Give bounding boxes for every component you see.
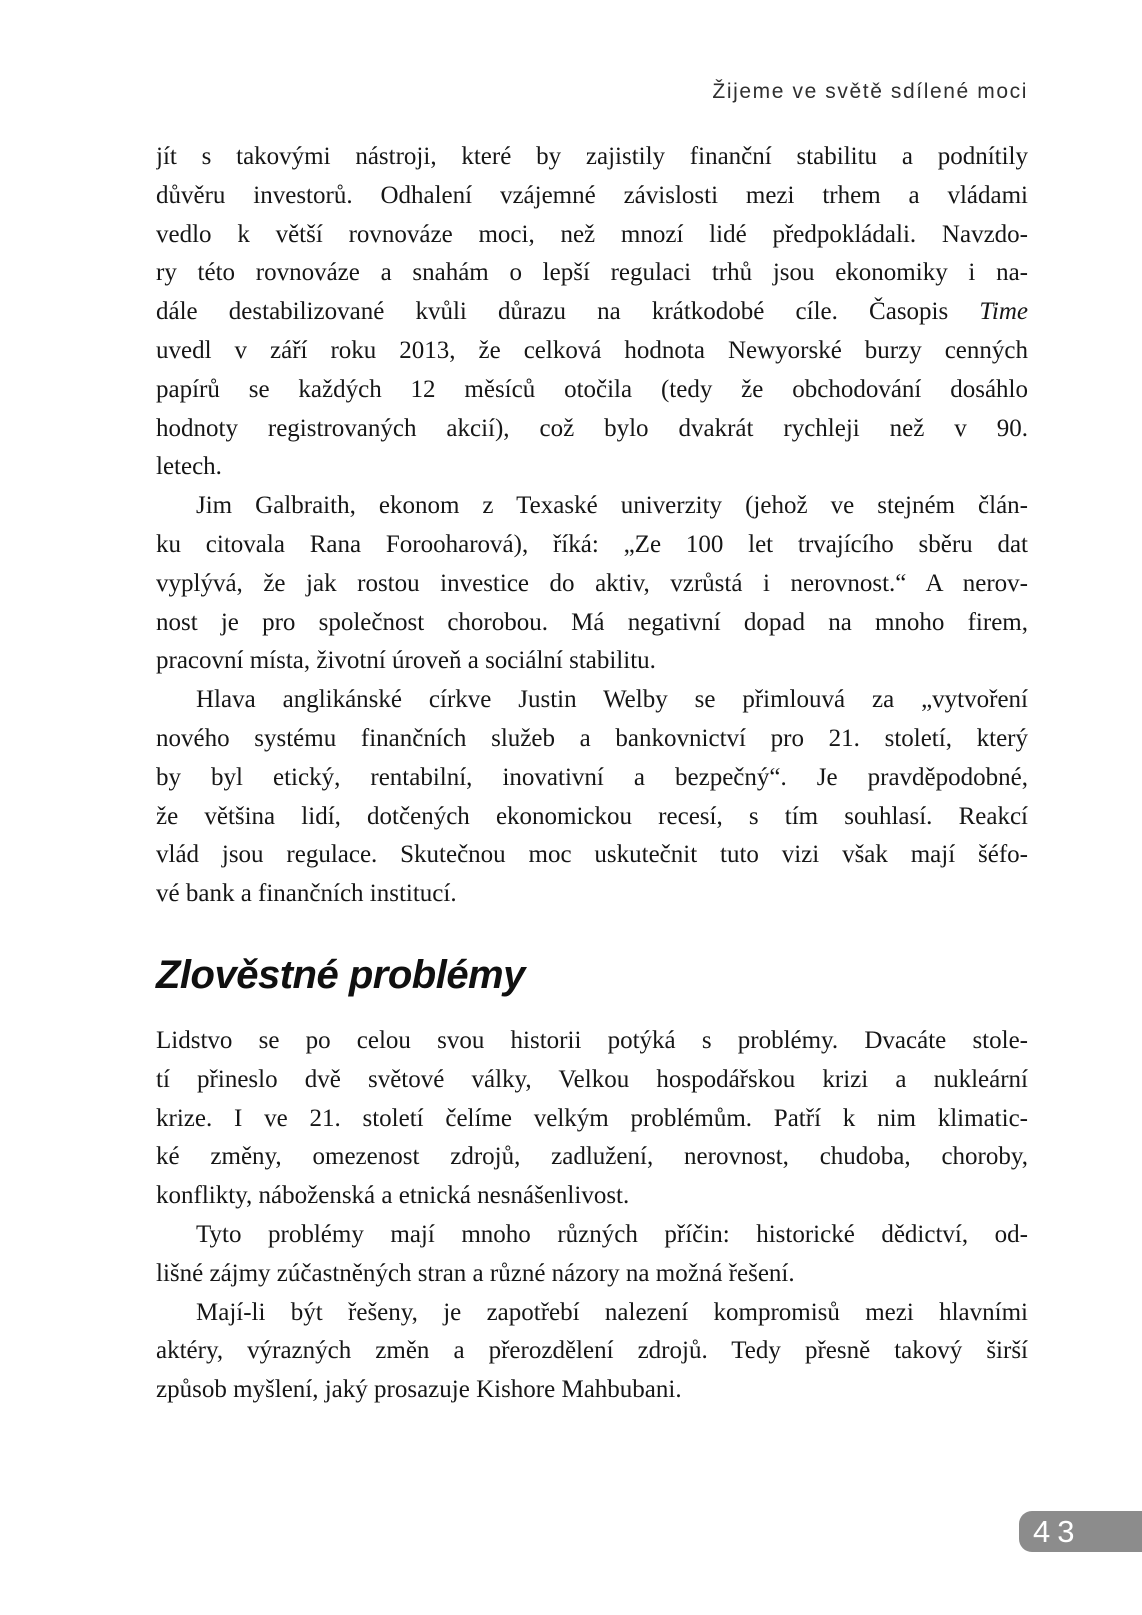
text-line: ké změny, omezenost zdrojů, zadlužení, nerovnost, chudoba, choroby, [156,1143,1028,1171]
text-line: nového systému finančních služeb a bankovnictví pro 21. století, který [156,724,1028,752]
text-line: nost je pro společnost chorobou. Má negativní dopad na mnoho firem, [156,608,1028,636]
text-line: Mají-li být řešeny, je zapotřebí nalezení kompromisů mezi hlavními [196,1298,1028,1326]
text-line: způsob myšlení, jaký prosazuje Kishore Mahbubani. [156,1376,682,1404]
text-line: Tyto problémy mají mnoho různých příčin: historické dědictví, od- [196,1220,1028,1248]
text-line: vedlo k větší rovnováze moci, než mnozí lidé předpokládali. Navzdo- [156,220,1028,248]
text-line: krize. I ve 21. století čelíme velkým problémům. Patří k nim klimatic- [156,1104,1028,1132]
text-segment: dále destabilizované kvůli důrazu na krátkodobé cíle. Časopis [156,298,980,326]
paragraph [156,487,1028,681]
text-column [156,138,1028,1410]
text-line: pracovní místa, životní úroveň a sociální stabilitu. [156,647,656,675]
text-line: uvedl v září roku 2013, že celková hodnota Newyorské burzy cenných [156,336,1028,364]
paragraph [156,681,1028,914]
text-line: ry této rovnováze a snahám o lepší regulaci trhů jsou ekonomiky i na- [156,259,1028,287]
paragraph [156,138,1028,487]
text-line: lišné zájmy zúčastněných stran a různé názory na možná řešení. [156,1259,795,1287]
text-line: by byl etický, rentabilní, inovativní a bezpečný“. Je pravděpodobné, [156,763,1028,791]
text-line: vé bank a finančních institucí. [156,880,457,908]
text-line: papírů se každých 12 měsíců otočila (tedy že obchodování dosáhlo [156,375,1028,403]
italic-magazine-title: Time [979,298,1028,326]
text-line: hodnoty registrovaných akcií), což bylo dvakrát rychleji než v 90. [156,414,1028,442]
text-line: Lidstvo se po celou svou historii potýká s problémy. Dvacáte stole- [156,1026,1028,1054]
text-line: tí přineslo dvě světové války, Velkou hospodářskou krizi a nukleární [156,1065,1028,1093]
paragraph [156,1022,1028,1216]
running-header: Žijeme ve světě sdílené moci [712,80,1028,103]
section-heading: Zlověstné problémy [156,952,525,997]
text-line: jít s takovými nástroji, které by zajistily finanční stabilitu a podnítily [156,143,1028,170]
paragraph [156,1216,1028,1294]
text-line: že většina lidí, dotčených ekonomickou recesí, s tím souhlasí. Reakcí [156,802,1028,830]
paragraph [156,1294,1028,1410]
text-line: Hlava anglikánské církve Justin Welby se přimlouvá za „vytvoření [196,686,1028,714]
page-number: 43 [1033,1514,1082,1549]
text-line: ku citovala Rana Forooharová), říká: „Ze 100 let trvajícího sběru dat [156,530,1028,558]
text-line: konflikty, náboženská a etnická nesnášenlivost. [156,1182,630,1210]
text-line: letech. [156,453,222,481]
text-line: aktéry, výrazných změn a přerozdělení zdrojů. Tedy přesně takový širší [156,1337,1028,1365]
page-number-badge [1019,1511,1142,1552]
text-line: vlád jsou regulace. Skutečnou moc uskutečnit tuto vizi však mají šéfo- [156,841,1028,869]
text-line: důvěru investorů. Odhalení vzájemné závislosti mezi trhem a vládami [156,181,1028,209]
text-line: vyplývá, že jak rostou investice do aktiv, vzrůstá i nerovnost.“ A nerov- [156,569,1028,597]
text-line: Jim Galbraith, ekonom z Texaské univerzity (jehož ve stejném člán- [196,492,1028,520]
text-line [156,293,1028,332]
